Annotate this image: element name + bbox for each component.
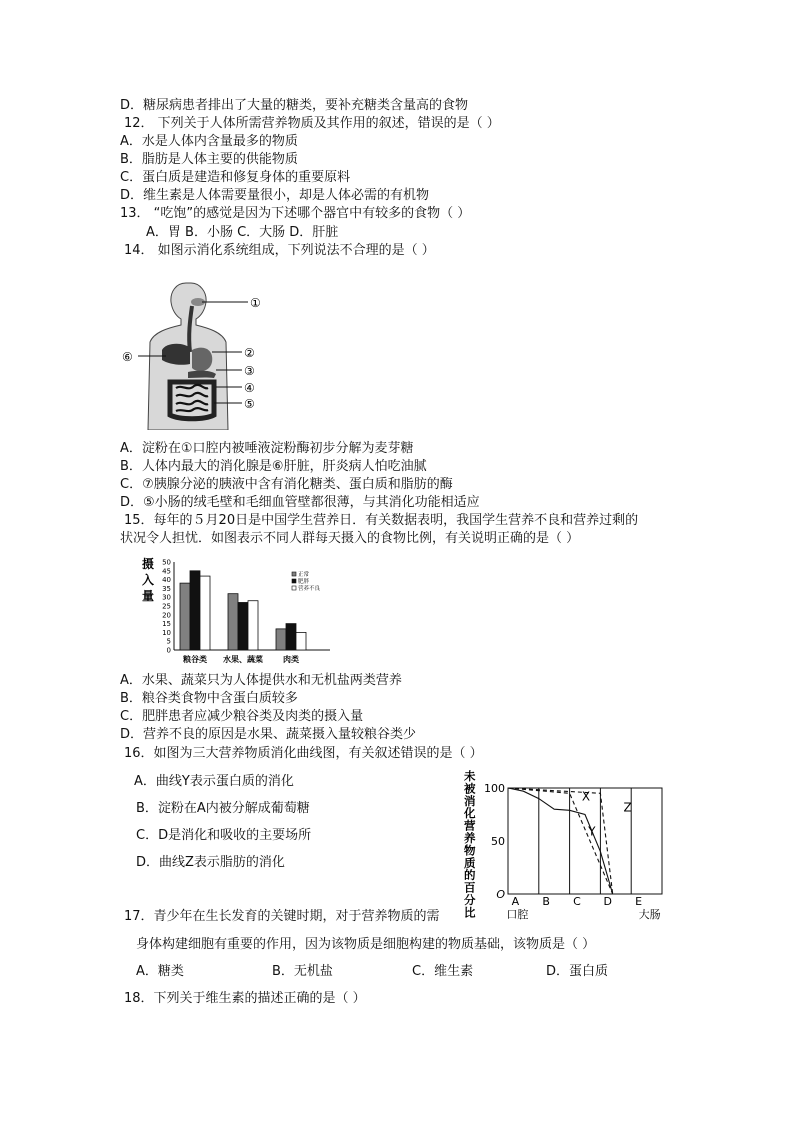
q14-option-c: C．⑦胰腺分泌的胰液中含有消化糖类、蛋白质和脂肪的酶 xyxy=(120,477,453,492)
curve-xsub-label: 大肠 xyxy=(638,908,661,921)
bar-xtick-label: 肉类 xyxy=(283,655,299,664)
bar-ytick-label: 45 xyxy=(162,567,171,576)
q17-option-a: A．糖类 xyxy=(136,964,184,979)
curve-xtick-label: A xyxy=(511,895,520,908)
curve-ytick-label: 50 xyxy=(491,835,505,848)
q15-option-b: B．粮谷类食物中含蛋白质较多 xyxy=(120,691,298,706)
q16-option-a: A．曲线Y表示蛋白质的消化 xyxy=(134,774,294,789)
q17-stem-line1: 17．青少年在生长发育的关键时期，对于营养物质的需 xyxy=(124,909,440,924)
bar-legend-label: 正常 xyxy=(298,572,310,578)
bar-ytick-label: 15 xyxy=(162,620,171,629)
curve-series-Z xyxy=(508,788,613,894)
bar-肥胖-肉类 xyxy=(286,624,296,650)
q13-options: A．胃 B．小肠 C．大肠 D．肝脏 xyxy=(146,225,339,240)
q12-option-c: C．蛋白质是建造和修复身体的重要原料 xyxy=(120,170,351,185)
q14-option-d: D．⑤小肠的绒毛壁和毛细血管壁都很薄，与其消化功能相适应 xyxy=(120,495,480,510)
curve-xtick-label: D xyxy=(603,895,613,908)
bar-ytick-label: 20 xyxy=(162,611,171,620)
figure-label-4: ④ xyxy=(244,381,255,395)
bar-legend-swatch xyxy=(292,572,296,576)
q17-stem-line2: 身体构建细胞有重要的作用，因为该物质是细胞构建的物质基础，该物质是（ ） xyxy=(136,937,596,952)
q16-option-b: B．淀粉在A内被分解成葡萄糖 xyxy=(136,801,310,816)
q12-option-b: B．脂肪是人体主要的供能物质 xyxy=(120,152,298,167)
q12-stem: 12． 下列关于人体所需营养物质及其作用的叙述，错误的是（ ） xyxy=(124,116,500,131)
figure-label-5: ⑤ xyxy=(244,397,255,411)
q14-option-a: A．淀粉在①口腔内被唾液淀粉酶初步分解为麦芽糖 xyxy=(120,441,414,456)
curve-series-Y xyxy=(508,788,613,894)
q13-stem: 13． “吃饱”的感觉是因为下述哪个器官中有较多的食物（ ） xyxy=(120,206,471,221)
curve-ylabel-char: 养 xyxy=(464,831,476,845)
bar-legend-label: 肥胖 xyxy=(298,579,310,585)
bar-正常-肉类 xyxy=(276,629,286,650)
curve-ylabel-char: 分 xyxy=(464,893,476,907)
bar-ytick-label: 35 xyxy=(162,584,171,593)
digestion-curve-chart xyxy=(462,768,677,928)
curve-ytick-label: O xyxy=(496,888,505,901)
bar-ylabel-char: 入 xyxy=(142,573,155,587)
bar-正常-水果、蔬菜 xyxy=(228,594,238,650)
q17-option-d: D．蛋白质 xyxy=(546,964,609,979)
q12-option-d: D．维生素是人体需要量很小，却是人体必需的有机物 xyxy=(120,188,430,203)
curve-ylabel-char: 消 xyxy=(464,793,476,808)
bar-ytick-label: 0 xyxy=(166,646,171,655)
curve-ylabel-char: 营 xyxy=(464,818,476,833)
figure-label-2: ② xyxy=(244,346,255,360)
bar-ylabel-char: 摄 xyxy=(142,557,155,571)
digestive-system-figure xyxy=(118,280,268,430)
q15-option-d: D．营养不良的原因是水果、蔬菜摄入量较粮谷类少 xyxy=(120,727,417,742)
curve-ylabel-char: 未 xyxy=(464,769,476,783)
curve-xsub-label: 口腔 xyxy=(506,908,529,921)
bar-ytick-label: 50 xyxy=(162,558,171,567)
bar-ytick-label: 40 xyxy=(162,576,171,585)
q15-stem-line2: 状况令人担忧．如图表示不同人群每天摄入的食物比例，有关说明正确的是（ ） xyxy=(120,531,580,546)
bar-xtick-label: 粮谷类 xyxy=(183,655,207,664)
q17-option-c: C．维生素 xyxy=(412,964,474,979)
q14-option-b: B．人体内最大的消化腺是⑥肝脏，肝炎病人怕吃油腻 xyxy=(120,459,427,474)
curve-ytick-label: 100 xyxy=(484,782,505,795)
q16-option-d: D．曲线Z表示脂肪的消化 xyxy=(136,855,285,870)
q15-option-c: C．肥胖患者应减少粮谷类及肉类的摄入量 xyxy=(120,709,364,724)
curve-ylabel-char: 物 xyxy=(464,843,476,858)
bar-营养不良-肉类 xyxy=(296,632,306,650)
bar-肥胖-粮谷类 xyxy=(190,571,200,650)
bar-正常-粮谷类 xyxy=(180,583,190,650)
curve-label-Z: Z xyxy=(623,800,632,815)
curve-ylabel-char: 质 xyxy=(464,855,476,870)
curve-ylabel-char: 百 xyxy=(464,880,476,895)
q17-option-b: B．无机盐 xyxy=(272,964,333,979)
curve-xtick-label: B xyxy=(542,895,550,908)
q14-stem: 14． 如图示消化系统组成，下列说法不合理的是（ ） xyxy=(124,243,435,258)
curve-ylabel-char: 比 xyxy=(464,905,476,920)
bar-ytick-label: 5 xyxy=(166,637,171,646)
figure-label-1: ① xyxy=(250,296,261,310)
bar-营养不良-粮谷类 xyxy=(200,576,210,650)
bar-ytick-label: 25 xyxy=(162,602,171,611)
q18-stem: 18．下列关于维生素的描述正确的是（ ） xyxy=(124,991,366,1006)
bar-肥胖-水果、蔬菜 xyxy=(238,602,248,650)
curve-label-X: X xyxy=(581,789,591,804)
figure-label-6: ⑥ xyxy=(122,350,133,364)
bar-ytick-label: 30 xyxy=(162,593,171,602)
q15-stem-line1: 15．每年的５月20日是中国学生营养日．有关数据表明，我国学生营养不良和营养过剩的 xyxy=(124,513,639,528)
curve-xtick-label: C xyxy=(573,895,581,908)
bar-xtick-label: 水果、蔬菜 xyxy=(223,655,263,664)
bar-legend-swatch xyxy=(292,586,296,590)
curve-xtick-label: E xyxy=(635,895,643,908)
curve-ylabel-char: 化 xyxy=(464,806,476,821)
q16-option-c: C．D是消化和吸收的主要场所 xyxy=(136,828,312,843)
bar-ylabel-char: 量 xyxy=(142,589,155,603)
figure-label-3: ③ xyxy=(244,364,255,378)
bar-legend-label: 营养不良 xyxy=(298,586,321,592)
q16-stem: 16．如图为三大营养物质消化曲线图，有关叙述错误的是（ ） xyxy=(124,746,483,761)
curve-ylabel-char: 的 xyxy=(464,868,476,883)
curve-ylabel-char: 被 xyxy=(464,781,476,796)
bar-ytick-label: 10 xyxy=(162,628,171,637)
q11-option-d: D．糖尿病患者排出了大量的糖类，要补充糖类含量高的食物 xyxy=(120,98,469,113)
q15-option-a: A．水果、蔬菜只为人体提供水和无机盐两类营养 xyxy=(120,673,402,688)
curve-series-X xyxy=(508,788,613,894)
food-intake-bar-chart xyxy=(140,556,340,666)
curve-label-Y: Y xyxy=(588,824,596,839)
q12-option-a: A．水是人体内含量最多的物质 xyxy=(120,134,298,149)
bar-营养不良-水果、蔬菜 xyxy=(248,601,258,650)
curve-frame xyxy=(508,788,662,894)
bar-legend-swatch xyxy=(292,579,296,583)
